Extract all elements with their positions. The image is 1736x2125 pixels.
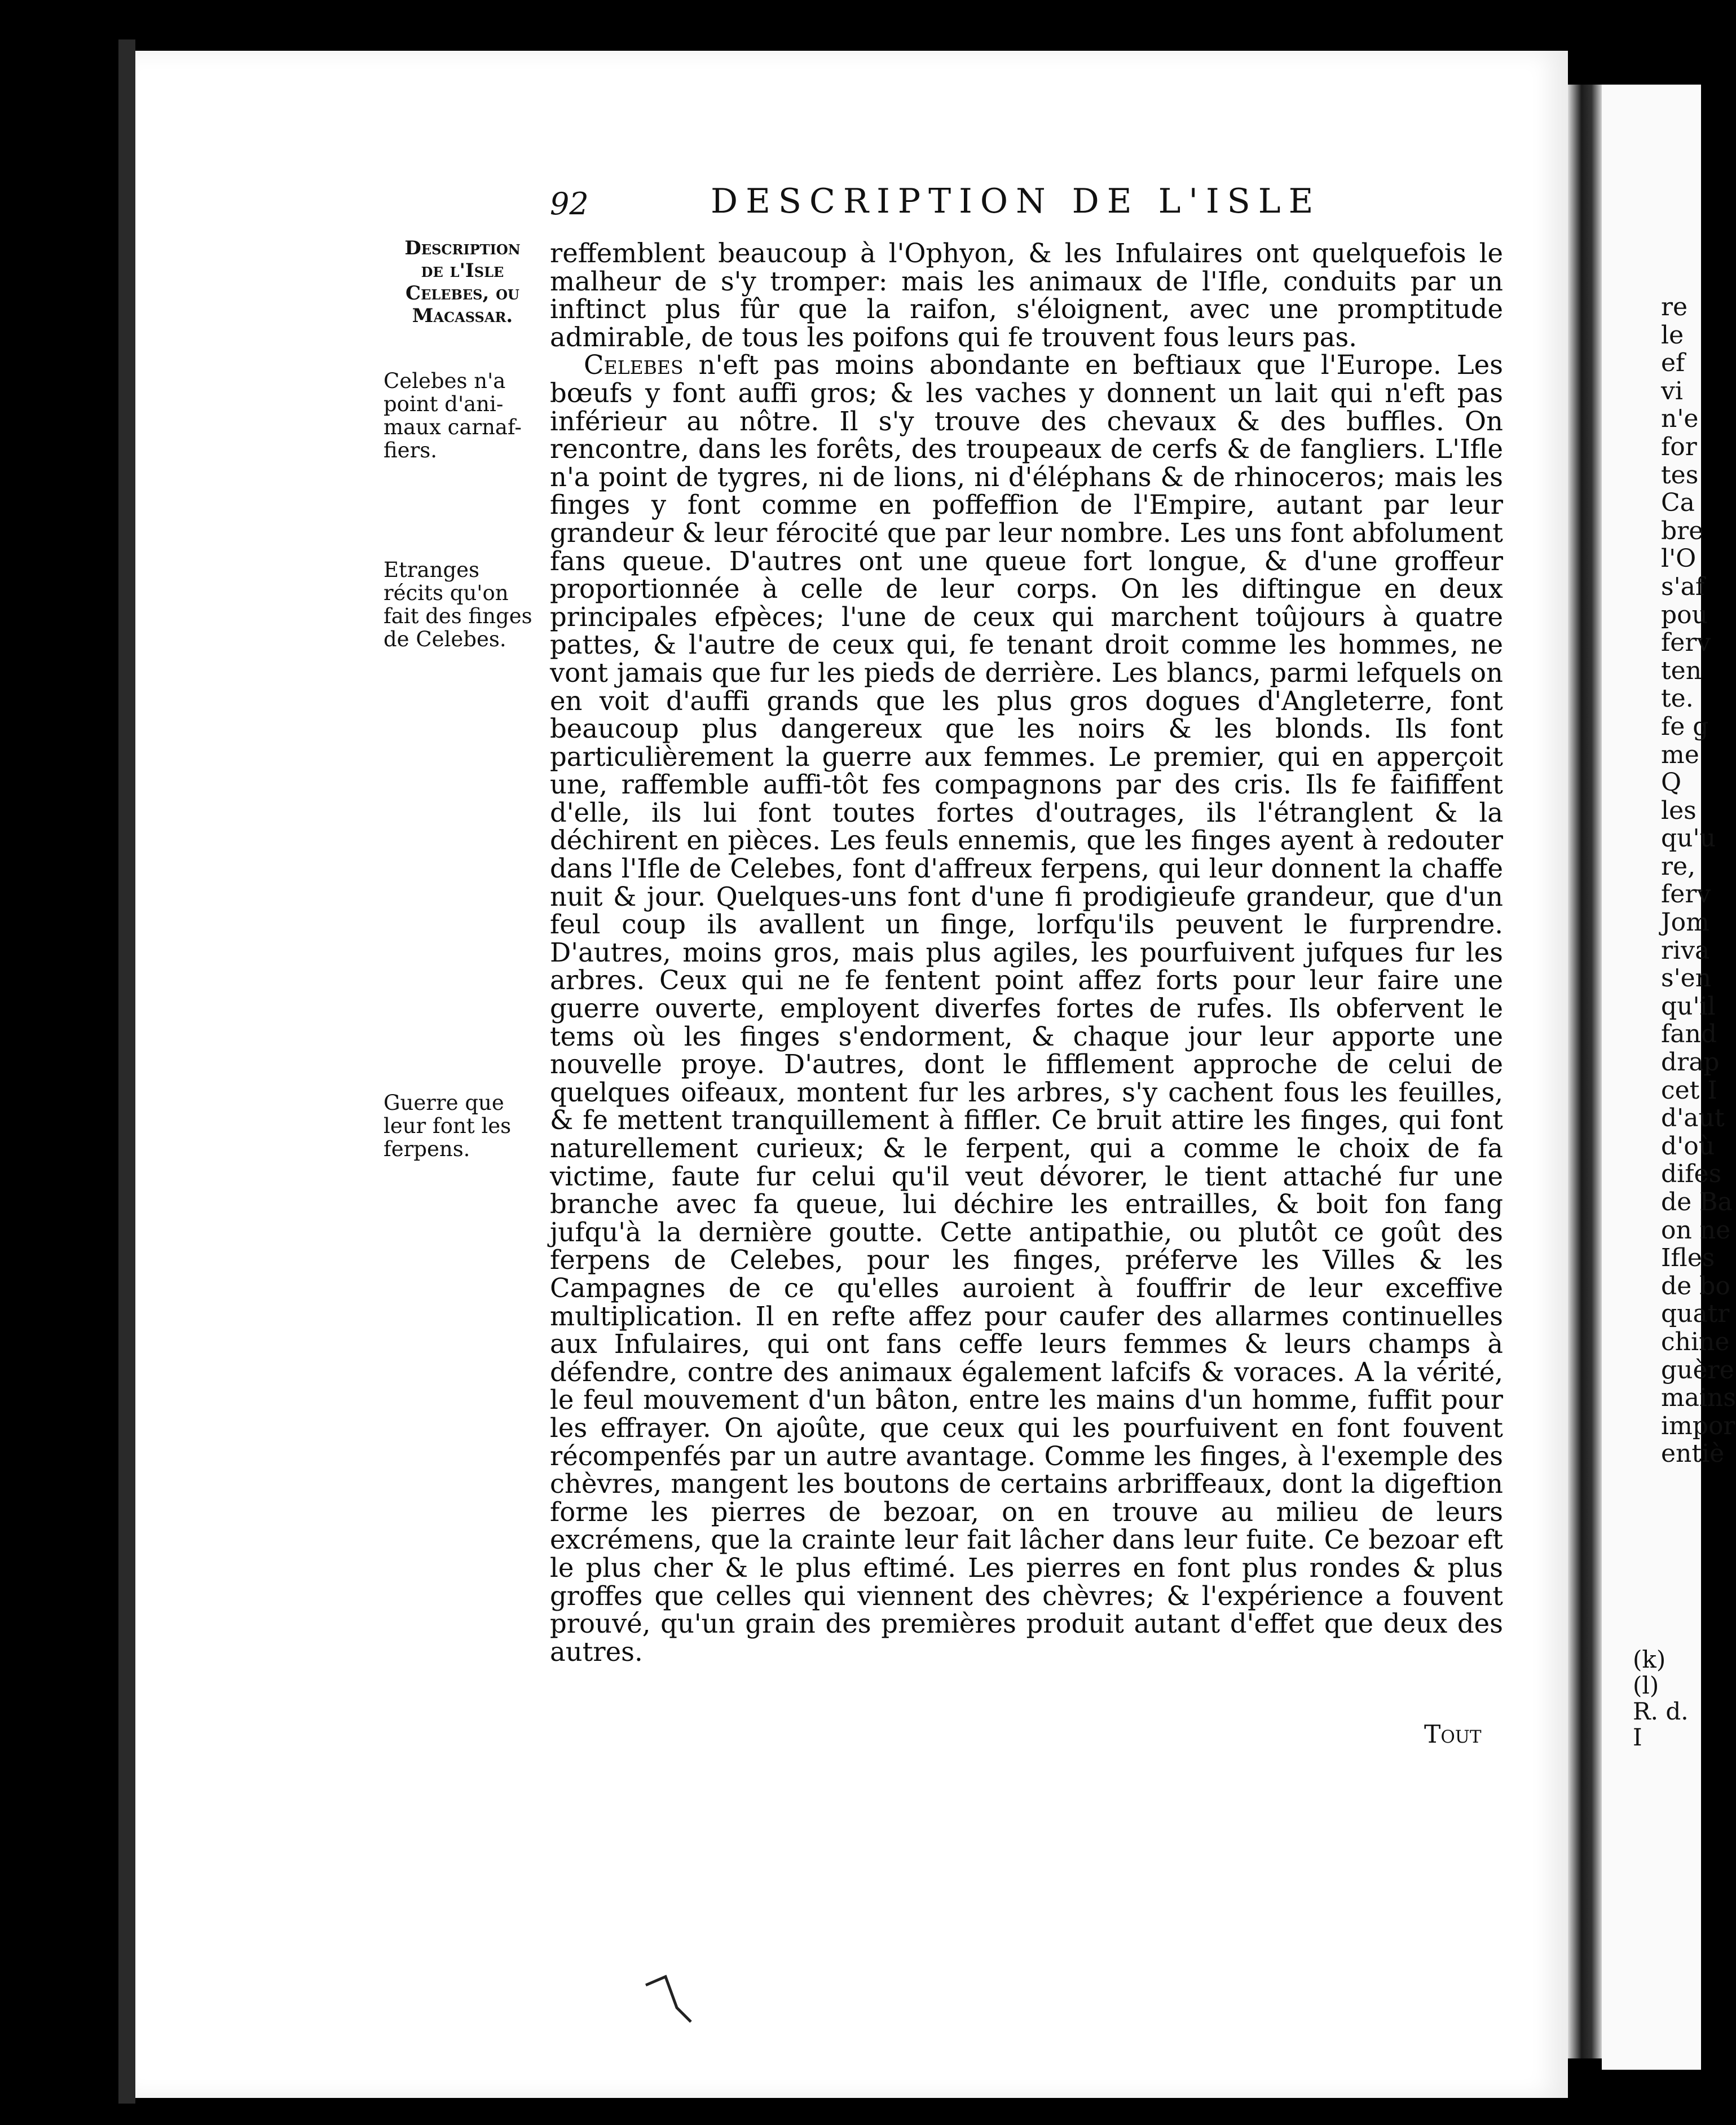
- facing-page-text: [1661, 293, 1736, 1469]
- facing-line-fragment: s'af: [1661, 572, 1705, 601]
- facing-line-fragment: le: [1661, 320, 1684, 350]
- margin-note-line: de Celebes.: [384, 627, 506, 651]
- facing-line-fragment: bre: [1661, 516, 1704, 545]
- catchword: Tout: [1424, 1720, 1482, 1749]
- margin-column: [384, 237, 541, 1161]
- facing-line-fragment: d'où: [1661, 1131, 1715, 1161]
- facing-line-fragment: ten: [1661, 656, 1702, 685]
- facing-line-fragment: pou: [1661, 600, 1708, 629]
- running-title: DESCRIPTION DE L'ISLE: [711, 182, 1321, 221]
- margin-note-line: ferpens.: [384, 1137, 470, 1161]
- margin-note-carnivores: [384, 369, 541, 462]
- margin-note-line: leur font les: [384, 1114, 512, 1138]
- margin-heading-line: de l'Isle: [421, 259, 504, 282]
- facing-line-fragment: s'en: [1661, 964, 1712, 993]
- facing-line-fragment: qu'u: [1661, 824, 1716, 853]
- paragraph: [550, 351, 1503, 1666]
- facing-line-fragment: Ifles: [1661, 1244, 1715, 1273]
- facing-line-fragment: ef: [1661, 349, 1685, 378]
- facing-line-fragment: chine: [1661, 1327, 1730, 1356]
- facing-line-fragment: impor: [1661, 1411, 1735, 1440]
- facing-line-fragment: d'aut: [1661, 1104, 1725, 1133]
- facing-line-fragment: guère: [1661, 1355, 1734, 1385]
- facing-line-fragment: entiè: [1661, 1439, 1725, 1469]
- facing-line-fragment: fe g: [1661, 712, 1709, 741]
- facing-line-fragment: vi: [1661, 376, 1683, 405]
- margin-note-line: maux carnaf-: [384, 415, 522, 439]
- facing-line-fragment: n'e: [1661, 404, 1699, 434]
- facing-line-fragment: l'O: [1661, 544, 1697, 574]
- margin-note-monkeys: [384, 558, 541, 651]
- facing-line-fragment: tes: [1661, 460, 1699, 490]
- facing-line-fragment: fand: [1661, 1020, 1717, 1049]
- facing-line-fragment: ferv: [1661, 628, 1711, 658]
- margin-heading-line: Celebes, ou: [406, 282, 519, 305]
- facing-line-fragment: riva: [1661, 936, 1710, 965]
- paragraph-text: n'eft pas moins abondante en beftiaux que l'Europe. Les bœufs y font auffi gros; & les vaches y donnent un lait qui n'eft pas inférieur au nôtre. Il s'y trouve des chevaux & des buffles. On rencontre, dans les forêts, des troupeaux de cerfs & de fangliers. L'Ifle n'a point de tygres, ni de lions, ni d'éléphans & de rhinoceros; mais les finges y font comme en poffeffion de l'Empire, autant par leur grandeur & leur férocité que par leur nombre. Les uns font abfolument fans queue. D'autres ont une queue fort longue, & d'une groffeur proportionnée à celle de leur corps. On les diftingue en deux principales efpèces; l'une de ceux qui marchent toûjours à quatre pattes, & l'autre de ceux qui, fe tenant droit comme les hommes, ne vont jamais que fur les pieds de derrière. Les blancs, parmi lefquels on en voit d'auffi grands que les plus gros dogues d'Angleterre, font beaucoup plus dangereux que les noirs & les blonds. Ils font particulièrement la guerre aux femmes. Le premier, qui en apperçoit une, raffemble auffi-tôt fes compagnons par des cris. Ils fe faififfent d'elle, ils lui font toutes fortes d'outrages, ils l'étranglent & la déchirent en pièces. Les feuls ennemis, que les finges ayent à redouter dans l'Ifle de Celebes, font d'affreux ferpens, qui leur donnent la chaffe nuit & jour. Quelques-uns font d'une fi prodigieufe grandeur, que d'un feul coup ils avallent un finge, lorfqu'ils peuvent le furprendre. D'autres, moins gros, mais plus agiles, les pourfuivent jufques fur les arbres. Ceux qui ne fe fentent point affez forts pour leur faire une guerre ouverte, employent diverfes fortes de rufes. Ils obfervent le tems où les finges s'endorment, & chaque jour leur apporte une nouvelle proye. D'autres, dont le fifflement approche de celui de quelques oifeaux, montent fur les arbres, s'y cachent fous les feuilles, & fe mettent tranquillement à fiffler. Ce bruit attire les finges, qui font naturellement curieux; & le ferpent, qui a comme le choix de fa victime, faute fur celui qu'il veut dévorer, le tient attaché fur une branche avec fa queue, lui déchire les entrailles, & boit fon fang jufqu'à la dernière goutte. Cette antipathie, ou plutôt ce goût des ferpens de Celebes, pour les finges, préferve les Villes & les Campagnes de ce qu'elles auroient à fouffrir de leur exceffive multiplication. Il en refte affez pour caufer des allarmes continuelles aux Infulaires, qui ont fans ceffe leurs femmes & leurs champs à défendre, contre des animaux également lafcifs & voraces. A la vérité, le feul mouvement d'un bâton, entre les mains d'un homme, fuffit pour les effrayer. On ajoûte, que ceux qui les pourfuivent en font fouvent récompenfés par un autre avantage. Comme les finges, à l'exemple des chèvres, mangent les boutons de certains arbriffeaux, dont la digeftion forme les pierres de bezoar, on en trouve au milieu de leurs excrémens, que la crainte leur fait lâcher dans leur fuite. Ce bezoar eft le plus cher & le plus eftimé. Les pierres en font plus rondes & plus groffes que celles qui viennent des chèvres; & l'expérience a fouvent prouvé, qu'un grain des premières produit autant d'effet que deux des autres.: [550, 350, 1503, 1667]
- footnote-marker: (k): [1633, 1646, 1666, 1673]
- facing-line-fragment: cet I: [1661, 1075, 1717, 1105]
- main-text-block: [550, 240, 1503, 1666]
- margin-heading-line: Macassar.: [412, 305, 513, 327]
- facing-line-fragment: Ca: [1661, 488, 1695, 518]
- facing-line-fragment: de bo: [1661, 1271, 1730, 1300]
- binding-edge: [118, 39, 135, 2104]
- margin-note-line: Celebes n'a: [384, 369, 506, 393]
- margin-note-line: fait des finges: [384, 604, 532, 628]
- margin-note-serpents: [384, 1091, 541, 1161]
- facing-line-fragment: de Ba: [1661, 1188, 1733, 1216]
- facing-line-fragment: les: [1661, 796, 1697, 825]
- paragraph: reffemblent beaucoup à l'Ophyon, & les Infulaires ont quelquefois le malheur de s'y tromper: mais les animaux de l'Ifle, conduits par un inftinct plus fûr que la raifon, s'éloignent, avec une promptitude admirable, de tous les poifons qui fe trouvent fous leurs pas.: [550, 238, 1503, 352]
- margin-note-line: Guerre que: [384, 1091, 504, 1115]
- margin-heading: [384, 237, 541, 327]
- facing-line-fragment: mains: [1661, 1383, 1736, 1413]
- facing-line-fragment: difes: [1661, 1160, 1722, 1189]
- facing-line-fragment: qu'il: [1661, 991, 1716, 1021]
- facing-line-fragment: re,: [1661, 852, 1696, 881]
- paragraph-lead-word: Celebes: [584, 350, 684, 381]
- facing-line-fragment: Jom: [1661, 908, 1709, 937]
- facing-line-fragment: me: [1661, 740, 1699, 769]
- page-number: 92: [550, 186, 589, 222]
- footnote-marker: R. d. I: [1633, 1698, 1689, 1751]
- facing-line-fragment: drap: [1661, 1048, 1720, 1077]
- margin-note-line: fiers.: [384, 438, 438, 462]
- facing-line-fragment: quatr: [1661, 1299, 1730, 1329]
- facing-line-fragment: ferv: [1661, 880, 1711, 909]
- facing-line-fragment: Q: [1661, 768, 1682, 797]
- margin-note-line: récits qu'on: [384, 581, 509, 605]
- book-gutter: [1568, 85, 1602, 2058]
- margin-heading-line: Description: [404, 237, 521, 259]
- margin-note-line: point d'ani-: [384, 392, 504, 416]
- facing-line-fragment: te.: [1661, 684, 1694, 713]
- stray-pen-mark: [643, 1974, 694, 2025]
- margin-note-line: Etranges: [384, 558, 480, 582]
- facing-line-fragment: on ne: [1661, 1215, 1731, 1245]
- footnote-marker: (l): [1633, 1672, 1659, 1699]
- facing-page-footnotes: [1633, 1647, 1701, 1751]
- facing-line-fragment: for: [1661, 432, 1697, 461]
- facing-line-fragment: re: [1661, 293, 1688, 321]
